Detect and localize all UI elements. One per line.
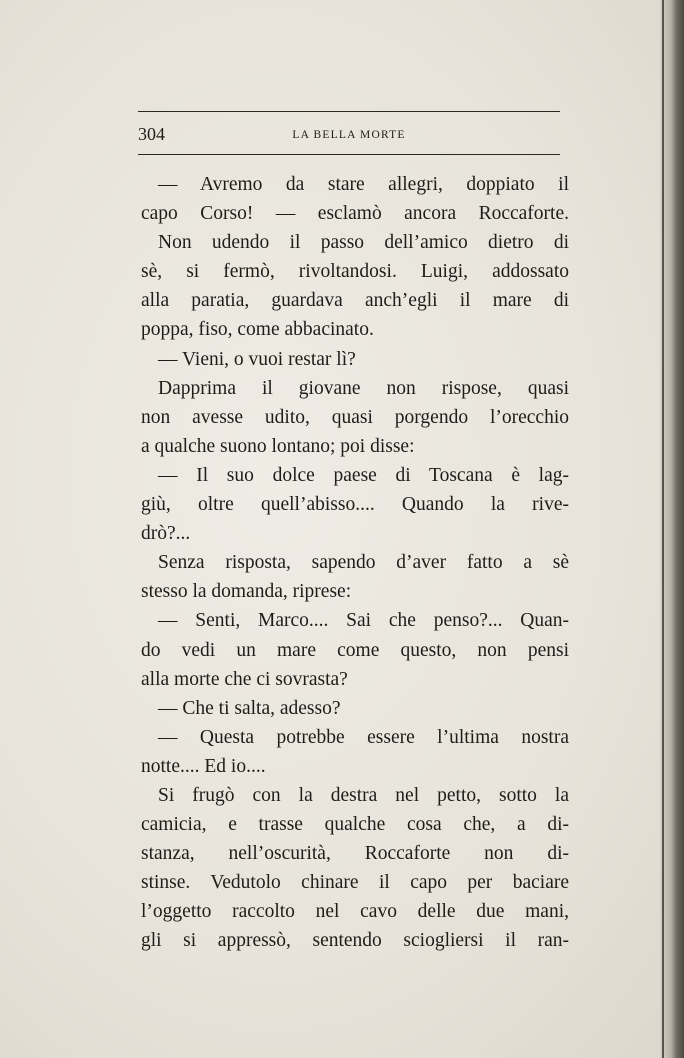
text-line: stesso la domanda, riprese: [141, 581, 352, 603]
text-line: Si frugò con la destra nel petto, sotto la [158, 784, 569, 806]
text-line: Non udendo il passo dell’amico dietro di [158, 232, 569, 254]
text-line: camicia, e trasse qualche cosa che, a di- [141, 814, 569, 836]
running-title: LA BELLA MORTE [292, 129, 406, 141]
text-line: alla morte che ci sovrasta? [141, 668, 348, 690]
text-line: stanza, nell’oscurità, Roccaforte non di- [141, 843, 569, 865]
text-line: giù, oltre quell’abisso.... Quando la rive- [141, 494, 569, 516]
text-line: stinse. Vedutolo chinare il capo per baciare [141, 872, 569, 894]
text-line: Dapprima il giovane non rispose, quasi [158, 377, 569, 399]
text-line: — Che ti salta, adesso? [158, 697, 341, 719]
text-line: drò?... [141, 523, 191, 545]
text-line: — Vieni, o vuoi restar lì? [158, 348, 356, 370]
text-line: alla paratia, guardava anch’egli il mare di [141, 290, 569, 312]
text-line: do vedi un mare come questo, non pensi [141, 639, 569, 661]
text-line: l’oggetto raccolto nel cavo delle due mani, [141, 901, 569, 923]
header-bottom-rule [138, 154, 560, 155]
text-line: sè, si fermò, rivoltandosi. Luigi, addossato [141, 261, 569, 283]
text-line: gli si appressò, sentendo sciogliersi il ran- [141, 930, 569, 952]
text-line: non avesse udito, quasi porgendo l’orecchio [141, 406, 569, 428]
header-top-rule [138, 111, 560, 112]
running-header [138, 120, 560, 150]
text-line: poppa, fiso, come abbacinato. [141, 319, 374, 341]
page-number: 304 [138, 124, 165, 144]
body-text [141, 170, 569, 956]
text-line: Senza risposta, sapendo d’aver fatto a sè [158, 552, 569, 574]
text-line: — Il suo dolce paese di Toscana è lag- [158, 464, 569, 486]
binding-line [662, 0, 664, 1058]
text-line: — Questa potrebbe essere l’ultima nostra [158, 726, 569, 748]
text-line: a qualche suono lontano; poi disse: [141, 435, 415, 457]
text-line: capo Corso! — esclamò ancora Roccaforte. [141, 203, 569, 225]
text-line: — Avremo da stare allegri, doppiato il [158, 174, 569, 195]
text-line: notte.... Ed io.... [141, 755, 266, 777]
text-line: — Senti, Marco.... Sai che penso?... Quan- [158, 610, 569, 632]
